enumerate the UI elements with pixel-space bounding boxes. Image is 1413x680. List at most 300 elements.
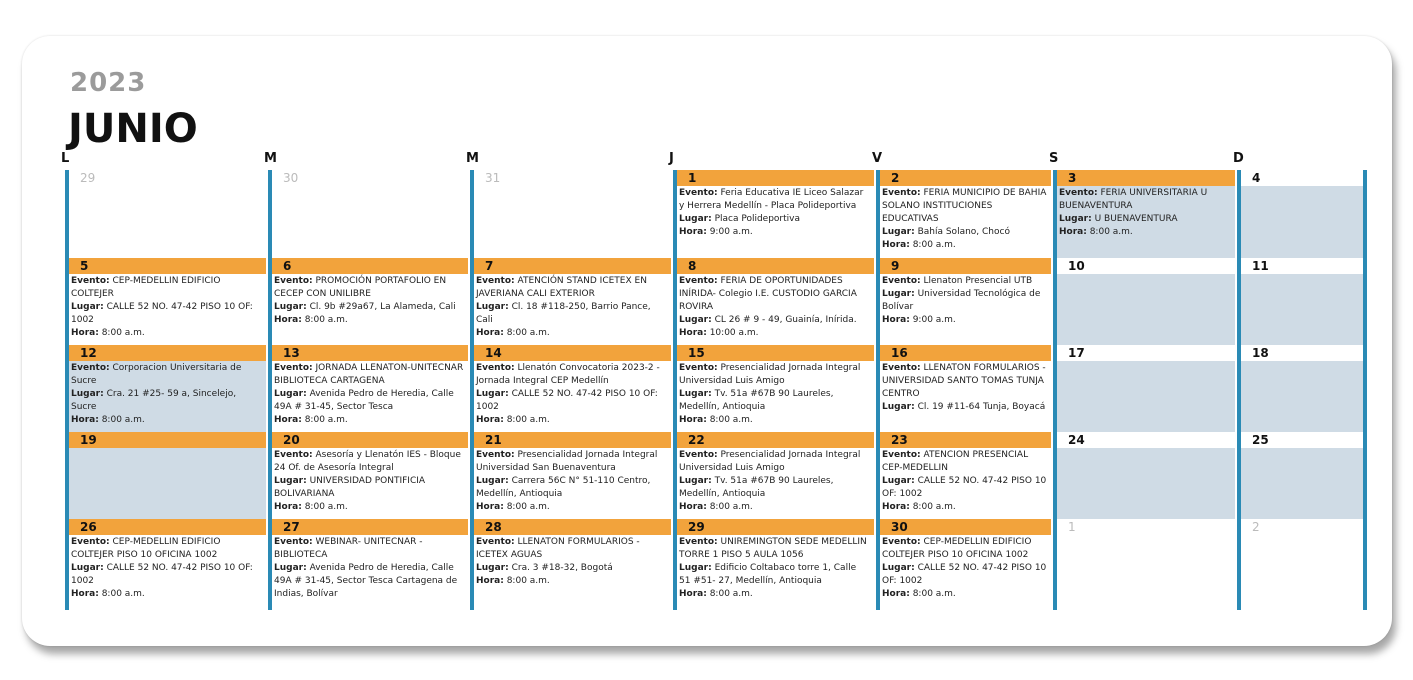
weekday-header: D [1233,151,1244,166]
weekday-header: M [264,151,277,166]
evento-value: Llenatón Convocatoria 2023-2 - Jornada Integral CEP Medellín [476,363,660,386]
lugar-value: CALLE 52 NO. 47-42 PISO 10 OF: 1002 [71,563,253,586]
event-details [68,274,266,340]
hora-value: 8:00 a.m. [709,502,753,512]
column-divider [673,170,677,610]
hora-label: Hora: [71,328,99,338]
place-line [882,401,1047,414]
event-line [71,275,262,301]
hora-value: 8:00 a.m. [1089,227,1133,237]
evento-value: CEP-MEDELLIN EDIFICIO COLTEJER PISO 10 OFICINA 1002 [882,537,1032,560]
event-details [879,274,1051,327]
lugar-value: Tv. 51a #67B 90 Laureles, Medellín, Antioquia [679,389,834,412]
day-number: 8 [676,258,874,274]
hora-value: 8:00 a.m. [304,315,348,325]
lugar-value: Avenida Pedro de Heredia, Calle 49A # 31-45, Sector Tesca [274,389,454,412]
lugar-label: Lugar: [476,302,509,312]
event-details [68,361,266,427]
place-line [274,301,464,314]
weekday-header: V [872,151,883,166]
lugar-value: CALLE 52 NO. 47-42 PISO 10 OF: 1002 [476,389,658,412]
event-details [473,361,671,427]
lugar-label: Lugar: [476,389,509,399]
place-line [679,314,870,327]
evento-value: LLENATON FORMULARIOS - ICETEX AGUAS [476,537,640,560]
day-number: 29 [68,170,266,186]
lugar-label: Lugar: [679,389,712,399]
place-line [274,475,464,501]
day-cell [1056,258,1235,345]
event-line [679,362,870,388]
event-line [71,536,262,562]
evento-label: Evento: [679,363,718,373]
day-number: 19 [68,432,266,448]
place-line [679,562,870,588]
lugar-label: Lugar: [1059,214,1092,224]
event-details [68,535,266,601]
evento-value: CEP-MEDELLIN EDIFICIO COLTEJER [71,276,221,299]
hora-label: Hora: [882,502,910,512]
event-line [274,536,464,562]
hora-label: Hora: [882,240,910,250]
place-line [476,475,667,501]
event-line [476,449,667,475]
day-cell [879,519,1051,610]
evento-value: FERIA UNIVERSITARIA U BUENAVENTURA [1059,188,1208,211]
hora-label: Hora: [476,502,504,512]
event-details [879,186,1051,252]
day-number: 26 [68,519,266,535]
time-line [274,501,464,514]
hora-label: Hora: [71,589,99,599]
evento-value: Feria Educativa IE Liceo Salazar y Herrera Medellín - Placa Polideportiva [679,188,864,211]
day-cell [676,432,874,519]
day-cell [68,170,266,258]
event-line [679,449,870,475]
evento-label: Evento: [274,537,313,547]
day-cell [1056,432,1235,519]
day-number: 11 [1240,258,1363,274]
hora-value: 8:00 a.m. [506,502,550,512]
evento-label: Evento: [1059,188,1098,198]
time-line [679,501,870,514]
day-cell [1240,258,1363,345]
time-line [679,327,870,340]
column-divider [876,170,880,610]
place-line [71,388,262,414]
event-line [274,449,464,475]
day-cell [271,258,468,345]
empty-day-shading [1240,361,1363,432]
hora-value: 8:00 a.m. [304,502,348,512]
lugar-value: CL 26 # 9 - 49, Guainía, Inírida. [714,315,857,325]
time-line [71,414,262,427]
event-line [476,275,667,301]
event-details [676,535,874,601]
lugar-label: Lugar: [679,563,712,573]
empty-day-shading [1240,274,1363,345]
event-details [473,274,671,340]
event-details [676,274,874,340]
evento-label: Evento: [71,363,110,373]
hora-value: 9:00 a.m. [912,315,956,325]
empty-day-shading [1056,448,1235,519]
event-details [473,448,671,514]
time-line [679,414,870,427]
day-cell [879,345,1051,432]
lugar-value: Placa Polideportiva [714,214,800,224]
day-cell [1240,170,1363,258]
day-number: 2 [1240,519,1363,535]
day-number: 4 [1240,170,1363,186]
hora-value: 8:00 a.m. [709,415,753,425]
day-cell [68,345,266,432]
time-line [71,327,262,340]
lugar-value: Cra. 3 #18-32, Bogotá [511,563,613,573]
event-details [473,535,671,588]
event-line [882,449,1047,475]
evento-value: ATENCIÓN STAND ICETEX EN JAVERIANA CALI EXTERIOR [476,276,647,299]
day-cell [473,345,671,432]
lugar-label: Lugar: [679,315,712,325]
day-cell [68,519,266,610]
lugar-value: Carrera 56C N° 51-110 Centro, Medellín, Antioquia [476,476,651,499]
evento-label: Evento: [476,363,515,373]
lugar-label: Lugar: [882,563,915,573]
time-line [476,575,667,588]
lugar-value: Bahía Solano, Chocó [917,227,1010,237]
lugar-value: Edificio Coltabaco torre 1, Calle 51 #51- 27, Medellín, Antioquia [679,563,857,586]
event-line [882,536,1047,562]
evento-label: Evento: [882,188,921,198]
hora-label: Hora: [71,415,99,425]
lugar-value: UNIVERSIDAD PONTIFICIA BOLIVARIANA [274,476,426,499]
hora-value: 8:00 a.m. [101,589,145,599]
evento-value: Presencialidad Jornada Integral Universidad San Buenaventura [476,450,658,473]
day-cell [879,170,1051,258]
day-number: 1 [1056,519,1235,535]
weekday-header: S [1049,151,1059,166]
event-details [271,535,468,601]
lugar-value: CALLE 52 NO. 47-42 PISO 10 OF: 1002 [882,476,1047,499]
hora-label: Hora: [476,576,504,586]
evento-value: CEP-MEDELLIN EDIFICIO COLTEJER PISO 10 OFICINA 1002 [71,537,221,560]
evento-value: UNIREMINGTON SEDE MEDELLIN TORRE 1 PISO 5 AULA 1056 [679,537,867,560]
time-line [679,226,870,239]
lugar-label: Lugar: [882,402,915,412]
evento-value: PROMOCIÓN PORTAFOLIO EN CECEP CON UNILIBRE [274,276,447,299]
lugar-label: Lugar: [882,476,915,486]
evento-value: FERIA DE OPORTUNIDADES INÍRIDA- Colegio I.E. CUSTODIO GARCIA ROVIRA [679,276,857,312]
evento-label: Evento: [476,537,515,547]
lugar-label: Lugar: [274,476,307,486]
day-number: 27 [271,519,468,535]
column-divider [268,170,272,610]
day-cell [1056,519,1235,610]
column-divider [470,170,474,610]
hora-value: 10:00 a.m. [709,328,759,338]
hora-value: 8:00 a.m. [304,415,348,425]
lugar-label: Lugar: [882,289,915,299]
lugar-label: Lugar: [679,476,712,486]
place-line [882,562,1047,588]
day-cell [676,519,874,610]
evento-value: WEBINAR- UNITECNAR - BIBLIOTECA [274,537,423,560]
day-cell [271,345,468,432]
evento-value: Corporacion Universitaria de Sucre [71,363,242,386]
day-cell [473,170,671,258]
time-line [71,588,262,601]
evento-label: Evento: [882,450,921,460]
hora-value: 8:00 a.m. [101,415,145,425]
day-number: 5 [68,258,266,274]
event-line [476,362,667,388]
evento-value: ATENCION PRESENCIAL CEP-MEDELLIN [882,450,1029,473]
weekday-header: M [466,151,479,166]
empty-day-shading [1240,186,1363,258]
day-number: 12 [68,345,266,361]
hora-label: Hora: [476,328,504,338]
lugar-value: U BUENAVENTURA [1094,214,1178,224]
evento-label: Evento: [679,537,718,547]
event-line [679,536,870,562]
evento-label: Evento: [71,537,110,547]
day-cell [1056,345,1235,432]
hora-label: Hora: [1059,227,1087,237]
hora-value: 8:00 a.m. [709,589,753,599]
time-line [882,501,1047,514]
day-cell [1240,345,1363,432]
day-number: 28 [473,519,671,535]
day-number: 23 [879,432,1051,448]
day-cell [473,519,671,610]
lugar-value: Cl. 19 #11-64 Tunja, Boyacá [917,402,1046,412]
event-details [1056,186,1235,239]
day-cell [473,432,671,519]
empty-day-shading [68,448,266,519]
evento-label: Evento: [274,363,313,373]
evento-value: Presencialidad Jornada Integral Universidad Luis Amigo [679,450,861,473]
hora-value: 8:00 a.m. [912,502,956,512]
hora-label: Hora: [476,415,504,425]
day-cell [68,432,266,519]
event-details [879,448,1051,514]
hora-label: Hora: [882,315,910,325]
lugar-label: Lugar: [71,563,104,573]
hora-label: Hora: [679,328,707,338]
lugar-value: Cl. 9b #29a67, La Alameda, Cali [309,302,456,312]
place-line [476,388,667,414]
time-line [274,414,464,427]
event-details [879,535,1051,601]
evento-label: Evento: [679,450,718,460]
day-number: 1 [676,170,874,186]
event-line [71,362,262,388]
lugar-label: Lugar: [679,214,712,224]
event-details [676,186,874,239]
hora-label: Hora: [679,415,707,425]
place-line [882,226,1047,239]
time-line [882,588,1047,601]
column-divider [1053,170,1057,610]
day-number: 18 [1240,345,1363,361]
hora-value: 8:00 a.m. [506,576,550,586]
day-number: 30 [271,170,468,186]
place-line [476,562,667,575]
evento-label: Evento: [882,537,921,547]
day-number: 14 [473,345,671,361]
day-cell [271,170,468,258]
day-number: 6 [271,258,468,274]
event-details [271,361,468,427]
weekday-header: J [669,151,674,166]
lugar-label: Lugar: [71,389,104,399]
time-line [476,327,667,340]
hora-label: Hora: [274,415,302,425]
day-number: 22 [676,432,874,448]
hora-value: 8:00 a.m. [912,589,956,599]
lugar-label: Lugar: [274,389,307,399]
day-cell [676,345,874,432]
day-number: 15 [676,345,874,361]
time-line [476,414,667,427]
day-number: 29 [676,519,874,535]
day-cell [676,170,874,258]
evento-value: Llenaton Presencial UTB [923,276,1033,286]
day-number: 21 [473,432,671,448]
event-details [271,448,468,514]
evento-label: Evento: [679,276,718,286]
time-line [274,314,464,327]
hora-value: 8:00 a.m. [506,415,550,425]
evento-value: Presencialidad Jornada Integral Universidad Luis Amigo [679,363,861,386]
lugar-value: Cl. 18 #118-250, Barrio Pance, Cali [476,302,651,325]
event-line [274,362,464,388]
lugar-value: Tv. 51a #67B 90 Laureles, Medellín, Antioquia [679,476,834,499]
evento-label: Evento: [882,363,921,373]
event-details [271,274,468,327]
event-line [882,362,1047,401]
lugar-value: CALLE 52 NO. 47-42 PISO 10 OF: 1002 [882,563,1047,586]
place-line [882,288,1047,314]
place-line [274,388,464,414]
month-title: JUNIO [68,106,198,152]
event-line [274,275,464,301]
place-line [1059,213,1231,226]
day-number: 13 [271,345,468,361]
day-cell [1240,432,1363,519]
lugar-label: Lugar: [274,302,307,312]
place-line [882,475,1047,501]
weekday-header: L [61,151,70,166]
evento-label: Evento: [274,276,313,286]
empty-day-shading [1056,361,1235,432]
time-line [882,314,1047,327]
place-line [476,301,667,327]
day-number: 2 [879,170,1051,186]
column-divider [65,170,69,610]
event-line [476,536,667,562]
evento-value: Asesoría y Llenatón IES - Bloque 24 Of. de Asesoría Integral [274,450,461,473]
lugar-label: Lugar: [476,563,509,573]
event-details [676,448,874,514]
day-number: 24 [1056,432,1235,448]
day-number: 17 [1056,345,1235,361]
day-number: 30 [879,519,1051,535]
event-details [879,361,1051,414]
event-details [676,361,874,427]
event-line [1059,187,1231,213]
day-cell [68,258,266,345]
empty-day-shading [1240,448,1363,519]
evento-label: Evento: [882,276,921,286]
event-line [679,187,870,213]
hora-label: Hora: [679,589,707,599]
day-cell [1056,170,1235,258]
empty-day-shading [1056,274,1235,345]
hora-label: Hora: [274,502,302,512]
year-label: 2023 [70,68,147,98]
day-number: 7 [473,258,671,274]
place-line [71,301,262,327]
lugar-label: Lugar: [476,476,509,486]
day-number: 20 [271,432,468,448]
column-divider [1237,170,1241,610]
hora-value: 8:00 a.m. [506,328,550,338]
evento-label: Evento: [476,276,515,286]
evento-label: Evento: [71,276,110,286]
column-divider [1363,170,1367,610]
day-cell [879,258,1051,345]
event-line [882,275,1047,288]
day-cell [676,258,874,345]
day-cell [271,519,468,610]
lugar-value: Cra. 21 #25- 59 a, Sincelejo, Sucre [71,389,237,412]
hora-label: Hora: [679,502,707,512]
time-line [679,588,870,601]
evento-value: FERIA MUNICIPIO DE BAHIA SOLANO INSTITUCIONES EDUCATIVAS [882,188,1047,224]
day-number: 25 [1240,432,1363,448]
day-number: 10 [1056,258,1235,274]
evento-value: JORNADA LLENATON-UNITECNAR BIBLIOTECA CARTAGENA [274,363,464,386]
day-number: 3 [1056,170,1235,186]
lugar-value: Avenida Pedro de Heredia, Calle 49A # 31-45, Sector Tesca Cartagena de Indias, Bolívar [274,563,458,599]
day-number: 9 [879,258,1051,274]
hora-value: 8:00 a.m. [912,240,956,250]
time-line [476,501,667,514]
place-line [274,562,464,601]
lugar-value: Universidad Tecnológica de Bolívar [882,289,1041,312]
hora-value: 8:00 a.m. [101,328,145,338]
evento-label: Evento: [679,188,718,198]
day-cell [879,432,1051,519]
place-line [679,475,870,501]
event-line [679,275,870,314]
day-cell [271,432,468,519]
lugar-value: CALLE 52 NO. 47-42 PISO 10 OF: 1002 [71,302,253,325]
place-line [679,213,870,226]
hora-label: Hora: [679,227,707,237]
evento-label: Evento: [476,450,515,460]
day-cell [1240,519,1363,610]
hora-label: Hora: [882,589,910,599]
day-number: 16 [879,345,1051,361]
time-line [882,239,1047,252]
day-number: 31 [473,170,671,186]
lugar-label: Lugar: [274,563,307,573]
hora-value: 9:00 a.m. [709,227,753,237]
lugar-label: Lugar: [882,227,915,237]
